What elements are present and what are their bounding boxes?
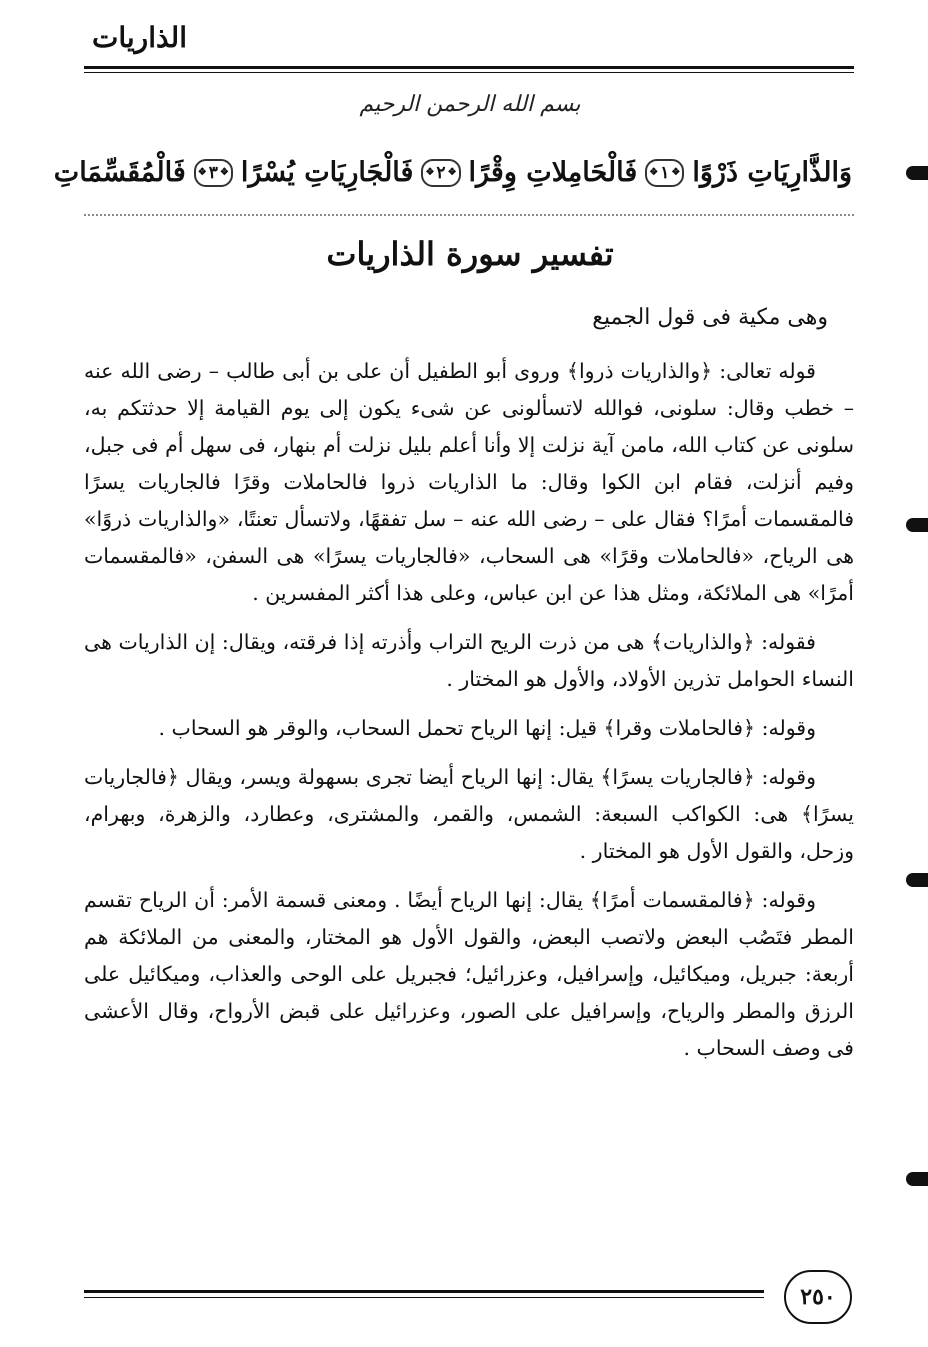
commentary-body (84, 345, 854, 1255)
ayah-marker-1 (645, 159, 684, 187)
scan-edge-mark (906, 518, 928, 532)
verse-separator (84, 214, 854, 216)
basmala-calligraphy (270, 82, 670, 128)
footer-rule (84, 1290, 764, 1293)
basmala-text: بسم الله الرحمن الرحيم (359, 92, 581, 117)
ayah-number: ❖ ٣ (208, 163, 218, 183)
ayah-marker-3 (194, 159, 233, 187)
verse-segment-2: فَالْحَامِلاتِ وِقْرًا (468, 157, 638, 188)
verse-segment-4: فَالْمُقَسِّمَاتِ (53, 157, 186, 188)
running-title: الذاريات (92, 21, 187, 54)
quran-verse-line (53, 148, 854, 198)
paragraph: فقوله: ﴿والذاريات﴾ هى من ذرت الريح التراب وأذرته إذا فرقته، ويقال: إن الذاريات هى النساء الحوامل تذرين الأولاد، والأول هو المختار . (84, 630, 854, 691)
chapter-subtitle: وهى مكية فى قول الجميع (592, 305, 828, 330)
ayah-number: ❖ ٢ (436, 163, 446, 183)
header-rule (84, 66, 854, 69)
paragraph: وقوله: ﴿فالمقسمات أمرًا﴾ يقال: إنها الرياح أيضًا . ومعنى قسمة الأمر: أن الرياح تقسم المطر فتَصُب البعض ولاتصب البعض، والقول الأول هو المختار، والمعنى من الملائكة هم أربعة: جبريل، وميكائيل، وإسرافيل، وعزرائيل؛ فجبريل على الوحى والعذاب، وميكائيل على الرزق والمطر والرياح، وإسرافيل على الصور، وعزرائيل على قبض الأرواح، وقال الأعشى فى وصف السحاب . (84, 888, 854, 1060)
paragraph: وقوله: ﴿فالجاريات يسرًا﴾ يقال: إنها الرياح أيضا تجرى بسهولة ويسر، ويقال ﴿فالجاريات يسرًا﴾ هى: الكواكب السبعة: الشمس، والقمر، والمشترى، وعطارد، والزهرة، وبهرام، وزحل، والقول الأول هو المختار . (84, 765, 854, 863)
footer-rule-thin (84, 1297, 764, 1298)
verse-segment-3: فَالْجَارِيَاتِ يُسْرًا (240, 157, 414, 188)
scan-edge-mark (906, 873, 928, 887)
ayah-marker-2 (421, 159, 460, 187)
verse-segment-1: وَالذَّارِيَاتِ ذَرْوًا (692, 157, 852, 188)
header-rule-thin (84, 72, 854, 73)
ayah-number: ❖ ١ (660, 163, 670, 183)
chapter-title: تفسير سورة الذاريات (326, 235, 614, 273)
scan-edge-mark (906, 166, 928, 180)
paragraph: قوله تعالى: ﴿والذاريات ذروا﴾ وروى أبو الطفيل أن على بن أبى طالب – رضى الله عنه – خطب وقال: سلونى، فوالله لاتسألونى عن شىء يكون إلى يوم القيامة إلا حدثتكم به، سلونى عن كتاب الله، مامن آية نزلت إلا وأنا أعلم بليل نزلت أم بنهار، فى سهل أم فى جبل، وفيم أنزلت، فقام ابن الكوا وقال: ما الذاريات ذروا فالحاملات وقرًا فالجاريات يسرًا فالمقسمات أمرًا؟ فقال على – رضى الله عنه – سل تفقهًا، ولاتسأل تعنتًا، «والذاريات ذروًا» هى الرياح، «فالحاملات وقرًا» هى السحاب، «فالجاريات يسرًا» هى السفن، «فالمقسمات أمرًا» هى الملائكة، ومثل هذا عن ابن عباس، وعلى هذا أكثر المفسرين . (84, 359, 854, 605)
paragraph: وقوله: ﴿فالحاملات وقرا﴾ قيل: إنها الرياح تحمل السحاب، والوقر هو السحاب . (158, 716, 816, 740)
scan-edge-mark (906, 1172, 928, 1186)
page-number: ٢٥٠ (784, 1270, 852, 1324)
